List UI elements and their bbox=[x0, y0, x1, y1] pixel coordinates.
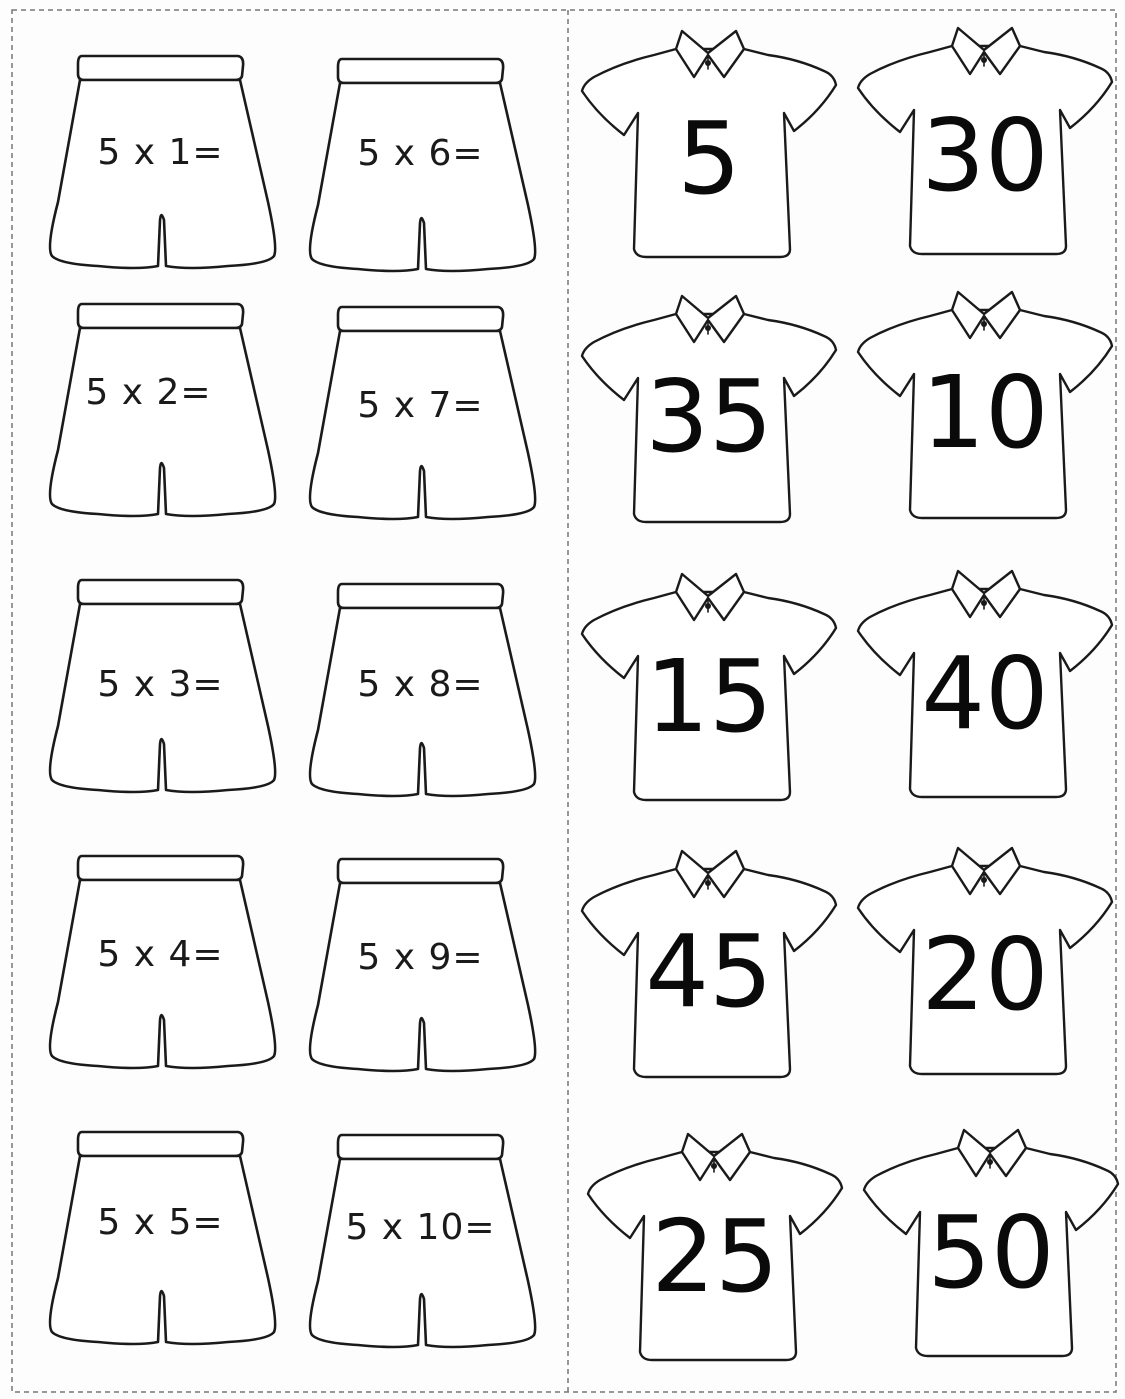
equation-text: 5 x 10= bbox=[345, 1207, 496, 1248]
equation-text: 5 x 2= bbox=[85, 372, 212, 413]
answer-number: 10 bbox=[921, 354, 1049, 471]
shorts-card[interactable] bbox=[298, 303, 543, 525]
shorts-card[interactable] bbox=[38, 300, 283, 522]
answer-number: 20 bbox=[921, 916, 1049, 1033]
answer-number: 5 bbox=[677, 100, 741, 217]
equation-text: 5 x 9= bbox=[357, 937, 484, 978]
shirt-card[interactable] bbox=[580, 845, 838, 1085]
equation-text: 5 x 8= bbox=[357, 664, 484, 705]
shirt-card[interactable] bbox=[580, 568, 838, 808]
shirt-card[interactable] bbox=[856, 286, 1114, 526]
answer-number: 15 bbox=[645, 638, 773, 755]
equation-text: 5 x 7= bbox=[357, 385, 484, 426]
shirt-card[interactable] bbox=[586, 1128, 844, 1368]
answer-number: 40 bbox=[921, 635, 1049, 752]
equation-text: 5 x 3= bbox=[97, 664, 224, 705]
shirt-card[interactable] bbox=[862, 1124, 1120, 1364]
answer-number: 35 bbox=[645, 358, 773, 475]
shorts-card[interactable] bbox=[298, 855, 543, 1077]
shirt-card[interactable] bbox=[856, 22, 1114, 262]
answer-number: 30 bbox=[921, 97, 1049, 214]
answer-number: 25 bbox=[651, 1198, 779, 1315]
shorts-card[interactable] bbox=[38, 1128, 283, 1350]
shirt-card[interactable] bbox=[580, 290, 838, 530]
equation-text: 5 x 4= bbox=[97, 934, 224, 975]
shorts-card[interactable] bbox=[298, 1131, 543, 1353]
shorts-card[interactable] bbox=[38, 852, 283, 1074]
shorts-card[interactable] bbox=[298, 580, 543, 802]
equation-text: 5 x 6= bbox=[357, 133, 484, 174]
answer-number: 45 bbox=[645, 913, 773, 1030]
shirt-card[interactable] bbox=[580, 25, 838, 265]
shorts-card[interactable] bbox=[298, 55, 543, 277]
shorts-card[interactable] bbox=[38, 52, 283, 274]
shirt-card[interactable] bbox=[856, 842, 1114, 1082]
shorts-card[interactable] bbox=[38, 576, 283, 798]
equation-text: 5 x 5= bbox=[97, 1202, 224, 1243]
shirt-card[interactable] bbox=[856, 565, 1114, 805]
equation-text: 5 x 1= bbox=[97, 132, 224, 173]
answer-number: 50 bbox=[927, 1194, 1055, 1311]
